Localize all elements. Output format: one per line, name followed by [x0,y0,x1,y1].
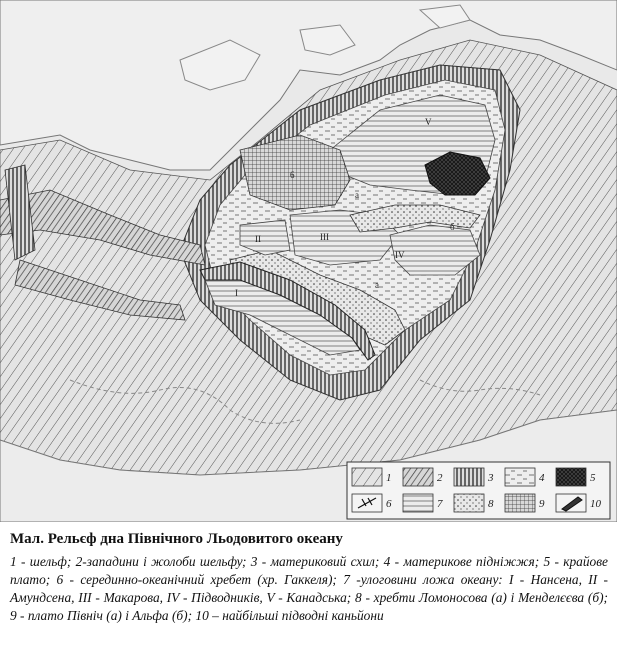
legend-number-8: 8 [488,498,494,510]
caption-text: 1 - шельф; 2-западини і жолоби шельфу; 3 - материковий схил; 4 - материкове підніжжя; 5 - крайове плато; 6 - серединно-океанічний хребет (хр. Гаккеля); 7 -улоговини ложа океану: I - Нансена, II - Амундсена, III - Макарова, IV - Підводників, V - Канадська; 8 - хребти Ломоносова (а) і Менделєєва (б); 9 - плато Північ (а) і Альфа (б); 10 – найбільші підводні каньйони [10,554,608,623]
legend-swatch-3 [454,468,484,486]
label-mendeleev-a: а [375,280,379,290]
legend-number-5: 5 [590,472,596,484]
legend-number-9: 9 [539,498,545,510]
legend-swatch-2 [403,468,433,486]
legend-number-2: 2 [437,472,443,484]
legend-number-7: 7 [437,498,443,510]
legend-number-3: 3 [488,472,494,484]
label-basin-podvodnikov: IV [395,250,405,260]
legend-swatch-8 [454,494,484,512]
caption-title: Мал. Рельєф дна Північного Льодовитого океану [10,531,343,547]
label-ridge-b: б [450,222,455,232]
label-basin-makarov: III [320,232,329,242]
label-basin-canadian: V [425,117,432,127]
label-basin-amundsen: II [255,234,261,244]
legend-swatch-1 [352,468,382,486]
legend-swatch-9 [505,494,535,512]
legend-swatch-4 [505,468,535,486]
legend-number-10: 10 [590,498,601,510]
legend [347,462,610,519]
legend-number-6: 6 [386,498,392,510]
legend-number-4: 4 [539,472,545,484]
label-lomonosov-a: а [355,190,359,200]
caption [10,530,608,625]
legend-swatch-7 [403,494,433,512]
label-ridge-gakkel: 6 [290,170,295,180]
legend-number-1: 1 [386,472,392,484]
label-basin-nansen: I [235,288,238,298]
legend-swatch-5 [556,468,586,486]
